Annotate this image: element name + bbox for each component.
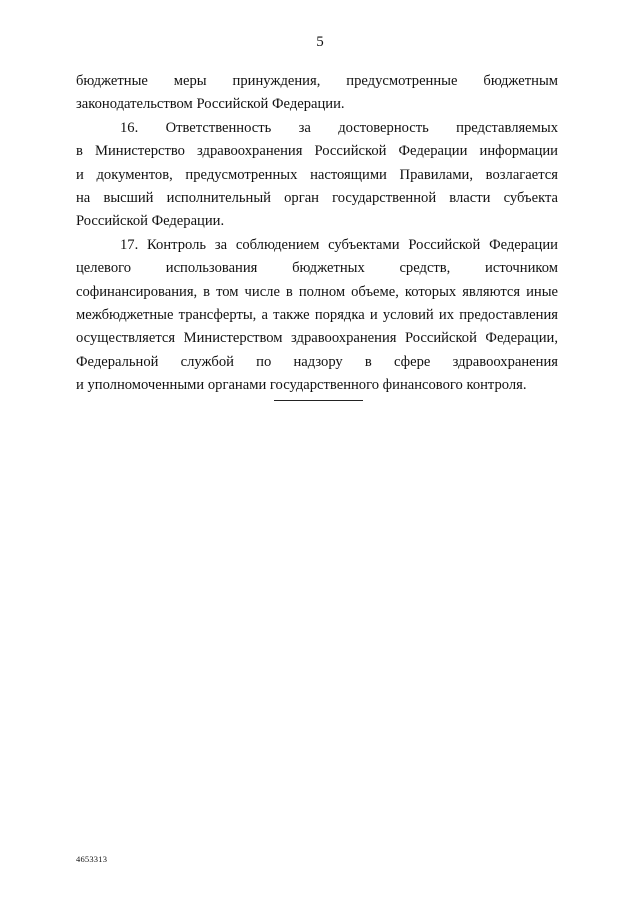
paragraph-line: Российской Федерации. [76,213,225,230]
document-code: 4653313 [76,854,108,864]
paragraph-line: межбюджетные трансферты, а также порядка и условий их предоставления [76,306,558,323]
paragraph-line: осуществляется Министерством здравоохранения Российской Федерации, [76,330,558,347]
end-separator-line [274,400,363,401]
paragraph-line: законодательством Российской Федерации. [76,96,345,113]
paragraph-line: целевого использования бюджетных средств, источником [76,260,558,277]
paragraph-line: 17. Контроль за соблюдением субъектами Российской Федерации [120,236,558,253]
paragraph-line: 16. Ответственность за достоверность представляемых [120,119,558,136]
paragraph-line: и документов, предусмотренных настоящими Правилами, возлагается [76,166,558,183]
paragraph-line: и уполномоченными органами государственного финансового контроля. [76,377,527,394]
paragraph-line: бюджетные меры принуждения, предусмотренные бюджетным [76,73,558,89]
paragraph-line: софинансирования, в том числе в полном объеме, которых являются иные [76,283,558,300]
paragraph-line: Федеральной службой по надзору в сфере здравоохранения [76,353,558,370]
paragraph-line: на высший исполнительный орган государственной власти субъекта [76,189,558,206]
paragraph-line: в Министерство здравоохранения Российской Федерации информации [76,143,558,160]
document-body [76,70,558,397]
page-number: 5 [316,34,324,50]
